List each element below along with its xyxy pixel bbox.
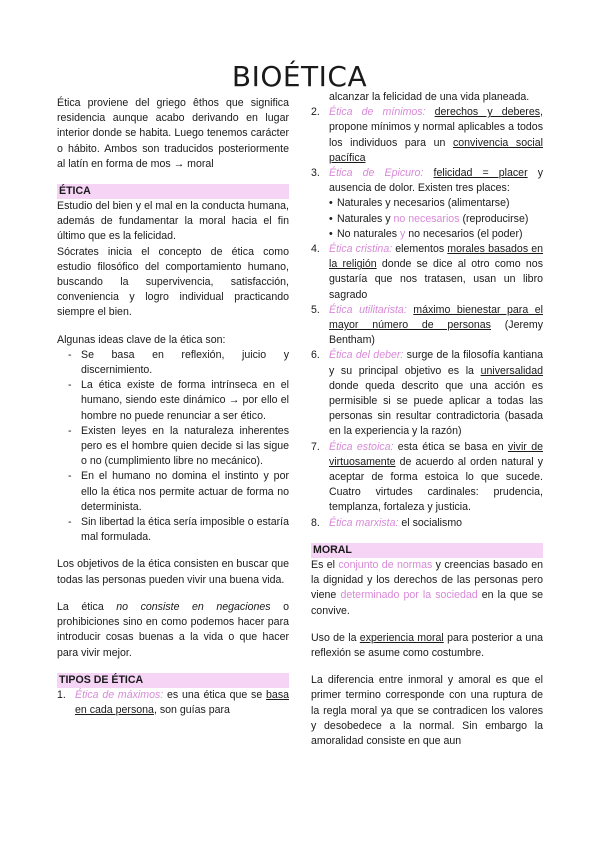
- placeres-list: [329, 196, 543, 242]
- list-item: • Naturales y no necesarios (reproducirse): [337, 212, 543, 227]
- moral-heading: MORAL: [311, 543, 543, 558]
- list-item: - Existen leyes en la naturaleza inherentes pero es el hombre quien decide si las sigue o no (cumplimiento libre no mecánico).: [81, 424, 289, 470]
- moral-paragraph-1: Es el conjunto de normas y creencias basado en la dignidad y los derechos de las personas pero viene determinado por la sociedad en la que se convive.: [311, 558, 544, 617]
- tipos-list-start: [57, 688, 289, 718]
- list-item: - Sin libertad la ética sería imposible o estaría mal formulada.: [81, 515, 289, 545]
- tipo-item-2: 2. Ética de mínimos: derechos y deberes, propone mínimos y normal aplicables a todos los individuos para un convivencia social pacífica: [311, 106, 543, 164]
- left-column: [57, 96, 289, 718]
- tipo-item-3: 3. Ética de Epicuro: felicidad = placer y ausencia de dolor. Existen tres places: • Naturales y necesarios (alimentarse) • Naturales y no necesarios (reproducirse) • No naturales y no necesarios (el poder): [329, 166, 543, 242]
- list-item: - En el humano no domina el instinto y por ello la ética nos permite actuar de forma no determinista.: [81, 469, 289, 515]
- ideas-intro: Algunas ideas clave de la ética son:: [57, 333, 226, 346]
- moral-paragraph-2: Uso de la experiencia moral para posterior a una reflexión se asume como costumbre.: [311, 631, 543, 659]
- ideas-list: [57, 348, 289, 546]
- etica-heading: ÉTICA: [57, 184, 289, 199]
- tipo-item-1-continued: alcanzar la felicidad de una vida planeada.: [329, 91, 530, 103]
- tipos-heading: TIPOS DE ÉTICA: [57, 673, 289, 688]
- tipo-item-4: 4. Ética cristina: elementos morales basados en la religión donde se dice al otro como nos gustaría que nos tratasen, usan un libro sagrado: [311, 243, 544, 301]
- tipo-item-6: 6. Ética del deber: surge de la filosofía kantiana y su principal objetivo es la universalidad donde queda descrito que una acción es permisible si se puede aplicar a todas las personas sin resultar contradictoria (basada en la experiencia y la razón): [311, 349, 543, 438]
- list-item: - La ética existe de forma intrínseca en el humano, siendo este dinámico → por ello el hombre no puede renunciar a ser ético.: [81, 378, 289, 424]
- tipo-item-8: 8. Ética marxista: el socialismo: [311, 516, 463, 529]
- list-item: • Naturales y necesarios (alimentarse): [337, 196, 543, 211]
- list-item: • No naturales y no necesarios (el poder): [337, 227, 543, 242]
- tipo-item-5: 5. Ética utilitarista: máximo bienestar para el mayor número de personas (Jeremy Bentham): [311, 303, 543, 347]
- tipos-list-cont: [311, 90, 543, 531]
- page-title: BIOÉTICA: [231, 60, 368, 93]
- moral-paragraph-3: La diferencia entre inmoral y amoral es que el primer termino corresponde con una ruptura de la regla moral ya que se contradicen los valores y desobedece a la normal. Sin embargo la amoralidad consiste en que aun: [311, 674, 543, 747]
- etica-paragraph-2: Sócrates inicia el concepto de ética como estudio filosófico del comportamiento humano, buscando la supervivencia, satisfacción, conveniencia y logro individual practicando siempre el bien.: [57, 245, 289, 319]
- right-column: [311, 90, 543, 749]
- tipo-item-1: 1. Ética de máximos: es una ética que se basa en cada persona, son guías para: [57, 688, 290, 716]
- tipo-item-7: 7. Ética estoica: esta ética se basa en vivir de virtuosamente de acuerdo al orden natural y aceptar de forma estoica lo que sucede. Cuatro virtudes cardinales: prudencia, templanza, fortaleza y justicia.: [311, 440, 543, 514]
- negaciones-paragraph: La ética no consiste en negaciones o prohibiciones sino en como podemos hacer para introducir cosas buenas a la vida o que hacer para vivir mejor.: [57, 600, 289, 659]
- objetivos-paragraph: Los objetivos de la ética consisten en buscar que todas las personas pueden vivir una buena vida.: [57, 558, 289, 586]
- etica-paragraph-1: Estudio del bien y el mal en la conducta humana, además de fundamentar la moral hacia el fin último que es la felicidad.: [57, 200, 289, 243]
- list-item: - Se basa en reflexión, juicio y discernimiento.: [81, 348, 289, 378]
- intro-paragraph: Ética proviene del griego êthos que significa residencia aunque acabo derivando en lugar interior donde se habita. Luego tenemos carácter o hábito. Ambos son traducidos posteriormente al latín en forma de mos → moral: [57, 97, 289, 170]
